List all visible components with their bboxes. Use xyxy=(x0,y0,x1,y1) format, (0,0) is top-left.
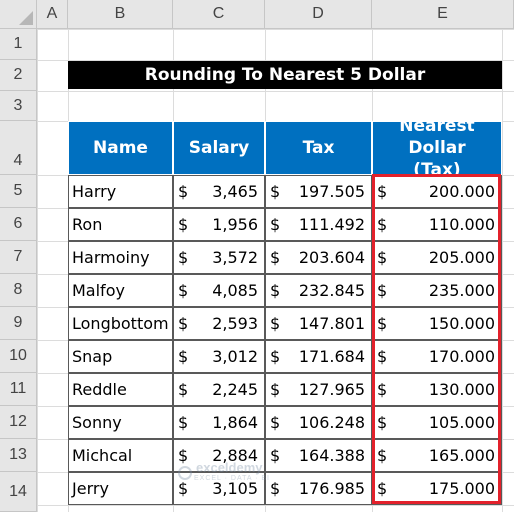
currency-symbol: $ xyxy=(270,182,281,201)
currency-symbol: $ xyxy=(178,479,189,498)
cell-tax[interactable] xyxy=(265,208,372,241)
cell-value: 170.000 xyxy=(428,347,495,366)
currency-symbol: $ xyxy=(377,314,388,333)
currency-symbol: $ xyxy=(178,182,189,201)
cell-salary[interactable] xyxy=(173,307,265,340)
currency-symbol: $ xyxy=(270,347,281,366)
gridline-vertical xyxy=(502,0,503,512)
cell-value: Jerry xyxy=(72,479,109,498)
gridline-horizontal xyxy=(0,91,514,92)
header-nearest-line1: Nearest Dollar xyxy=(399,116,475,158)
row-header-6[interactable]: 6 xyxy=(0,208,37,241)
cell-salary[interactable] xyxy=(173,241,265,274)
cell-salary[interactable] xyxy=(173,439,265,472)
cell-value: 1,864 xyxy=(212,413,258,432)
header-name[interactable]: Name xyxy=(68,121,173,175)
row-header-1[interactable]: 1 xyxy=(0,29,37,60)
row-header-2[interactable]: 2 xyxy=(0,60,37,91)
cell-value: 3,465 xyxy=(212,182,258,201)
currency-symbol: $ xyxy=(270,281,281,300)
currency-symbol: $ xyxy=(270,380,281,399)
column-header-c[interactable]: C xyxy=(173,0,265,29)
cell-value: Ron xyxy=(72,215,103,234)
row-header-14[interactable]: 14 xyxy=(0,472,37,512)
cell-tax[interactable] xyxy=(265,307,372,340)
cell-nearest[interactable] xyxy=(372,472,502,505)
cell-name[interactable] xyxy=(68,175,173,208)
cell-name[interactable] xyxy=(68,373,173,406)
currency-symbol: $ xyxy=(377,446,388,465)
cell-value: 111.492 xyxy=(298,215,365,234)
row-header-13[interactable]: 13 xyxy=(0,439,37,472)
gridline-horizontal xyxy=(0,29,514,30)
cell-salary[interactable] xyxy=(173,373,265,406)
currency-symbol: $ xyxy=(377,248,388,267)
cell-tax[interactable] xyxy=(265,373,372,406)
cell-value: Reddle xyxy=(72,380,127,399)
cell-value: Harmoiny xyxy=(72,248,150,267)
row-header-3[interactable]: 3 xyxy=(0,91,37,121)
cell-value: Harry xyxy=(72,182,117,201)
row-header-11[interactable]: 11 xyxy=(0,373,37,406)
currency-symbol: $ xyxy=(178,380,189,399)
cell-value: 3,105 xyxy=(212,479,258,498)
cell-tax[interactable] xyxy=(265,274,372,307)
currency-symbol: $ xyxy=(270,314,281,333)
watermark-brand: exceldemy xyxy=(196,460,263,475)
currency-symbol: $ xyxy=(377,215,388,234)
cell-value: 3,012 xyxy=(212,347,258,366)
currency-symbol: $ xyxy=(377,413,388,432)
cell-name[interactable] xyxy=(68,472,173,505)
currency-symbol: $ xyxy=(377,182,388,201)
currency-symbol: $ xyxy=(178,281,189,300)
cell-name[interactable] xyxy=(68,439,173,472)
cell-value: 106.248 xyxy=(298,413,365,432)
row-header-9[interactable]: 9 xyxy=(0,307,37,340)
cell-tax[interactable] xyxy=(265,406,372,439)
cell-salary[interactable] xyxy=(173,406,265,439)
column-header-d[interactable]: D xyxy=(265,0,372,29)
cell-value: 150.000 xyxy=(428,314,495,333)
cell-value: Malfoy xyxy=(72,281,125,300)
cell-salary[interactable] xyxy=(173,175,265,208)
cell-value: 232.845 xyxy=(298,281,365,300)
cell-nearest[interactable] xyxy=(372,439,502,472)
currency-symbol: $ xyxy=(377,479,388,498)
cell-value: 105.000 xyxy=(428,413,495,432)
cell-value: 110.000 xyxy=(428,215,495,234)
cell-value: 197.505 xyxy=(298,182,365,201)
cell-value: 176.985 xyxy=(298,479,365,498)
cell-value: 130.000 xyxy=(428,380,495,399)
gridline-vertical xyxy=(37,0,38,512)
sheet-title[interactable]: Rounding To Nearest 5 Dollar xyxy=(68,61,502,89)
cell-value: 127.965 xyxy=(298,380,365,399)
currency-symbol: $ xyxy=(178,314,189,333)
row-header-7[interactable]: 7 xyxy=(0,241,37,274)
cell-salary[interactable] xyxy=(173,208,265,241)
cell-nearest[interactable] xyxy=(372,208,502,241)
currency-symbol: $ xyxy=(377,380,388,399)
row-header-12[interactable]: 12 xyxy=(0,406,37,439)
row-header-4[interactable]: 4 xyxy=(0,121,37,175)
header-salary[interactable]: Salary xyxy=(173,121,265,175)
cell-value: 2,245 xyxy=(212,380,258,399)
cell-value: 2,593 xyxy=(212,314,258,333)
cell-name[interactable] xyxy=(68,274,173,307)
cell-value: 165.000 xyxy=(428,446,495,465)
cell-value: Sonny xyxy=(72,413,122,432)
gridline-horizontal xyxy=(0,505,514,506)
cell-value: 4,085 xyxy=(212,281,258,300)
cell-name[interactable] xyxy=(68,406,173,439)
cell-tax[interactable] xyxy=(265,439,372,472)
header-tax[interactable]: Tax xyxy=(265,121,372,175)
cell-nearest[interactable] xyxy=(372,307,502,340)
cell-value: Snap xyxy=(72,347,113,366)
currency-symbol: $ xyxy=(270,446,281,465)
currency-symbol: $ xyxy=(377,347,388,366)
select-all-triangle-icon xyxy=(19,11,33,25)
cell-value: 205.000 xyxy=(428,248,495,267)
currency-symbol: $ xyxy=(178,215,189,234)
currency-symbol: $ xyxy=(178,248,189,267)
column-header-e[interactable]: E xyxy=(372,0,514,29)
cell-value: 171.684 xyxy=(298,347,365,366)
cell-nearest[interactable] xyxy=(372,274,502,307)
cell-nearest[interactable] xyxy=(372,241,502,274)
cell-salary[interactable] xyxy=(173,472,265,505)
cell-value: 235.000 xyxy=(428,281,495,300)
cell-name[interactable] xyxy=(68,307,173,340)
cell-salary[interactable] xyxy=(173,274,265,307)
cell-value: 200.000 xyxy=(428,182,495,201)
cell-name[interactable] xyxy=(68,241,173,274)
cell-value: Longbottom xyxy=(72,314,169,333)
cell-value: 1,956 xyxy=(212,215,258,234)
cell-value: 175.000 xyxy=(428,479,495,498)
row-header-10[interactable]: 10 xyxy=(0,340,37,373)
row-header-5[interactable]: 5 xyxy=(0,175,37,208)
column-header-b[interactable]: B xyxy=(68,0,173,29)
cell-value: Michcal xyxy=(72,446,133,465)
cell-tax[interactable] xyxy=(265,175,372,208)
select-all-corner[interactable] xyxy=(0,0,37,29)
watermark-tagline: EXCEL · DATA · BI xyxy=(194,475,270,482)
currency-symbol: $ xyxy=(377,281,388,300)
cell-tax[interactable] xyxy=(265,472,372,505)
currency-symbol: $ xyxy=(270,413,281,432)
header-nearest-dollar[interactable] xyxy=(372,116,502,180)
cell-name[interactable] xyxy=(68,208,173,241)
currency-symbol: $ xyxy=(178,347,189,366)
cell-tax[interactable] xyxy=(265,241,372,274)
currency-symbol: $ xyxy=(270,215,281,234)
cell-value: 2,884 xyxy=(212,446,258,465)
currency-symbol: $ xyxy=(178,413,189,432)
row-header-8[interactable]: 8 xyxy=(0,274,37,307)
cell-nearest[interactable] xyxy=(372,340,502,373)
header-nearest-line2: (Tax) xyxy=(413,160,461,180)
cell-salary[interactable] xyxy=(173,340,265,373)
cell-nearest[interactable] xyxy=(372,175,502,208)
cell-name[interactable] xyxy=(68,340,173,373)
currency-symbol: $ xyxy=(270,479,281,498)
cell-tax[interactable] xyxy=(265,340,372,373)
cell-value: 147.801 xyxy=(298,314,365,333)
column-header-a[interactable]: A xyxy=(37,0,68,29)
cell-nearest[interactable] xyxy=(372,406,502,439)
cell-value: 203.604 xyxy=(298,248,365,267)
currency-symbol: $ xyxy=(270,248,281,267)
cell-nearest[interactable] xyxy=(372,373,502,406)
cell-value: 164.388 xyxy=(298,446,365,465)
currency-symbol: $ xyxy=(178,446,189,465)
cell-value: 3,572 xyxy=(212,248,258,267)
